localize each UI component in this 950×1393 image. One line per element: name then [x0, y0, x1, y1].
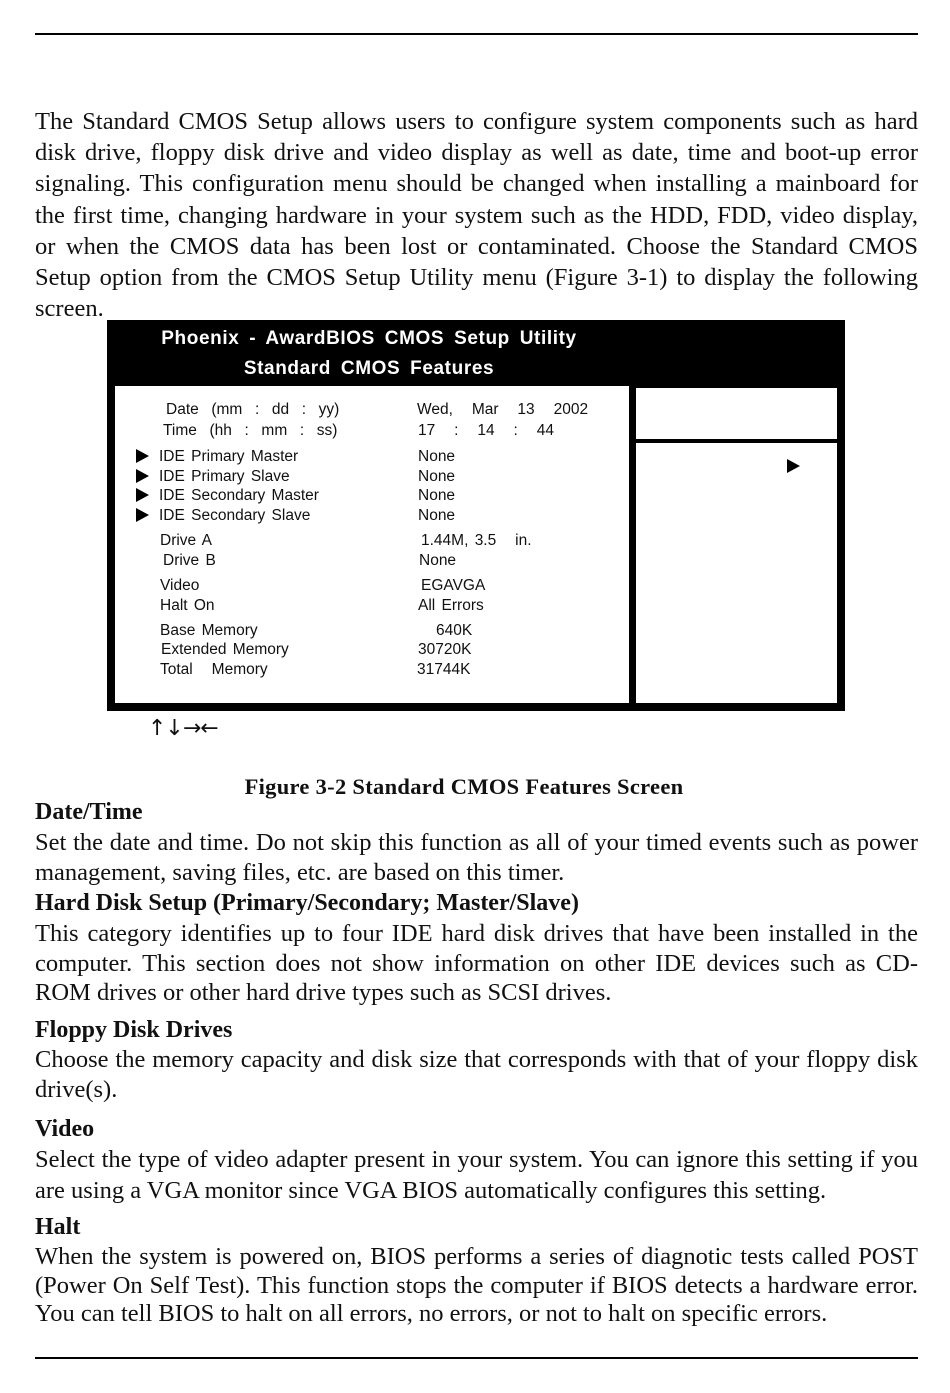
- heading-video: Video: [35, 1116, 95, 1142]
- figure-caption: Figure 3-2 Standard CMOS Features Screen: [244, 774, 684, 799]
- bios-base-memory-value: 640K: [436, 622, 473, 639]
- heading-floppy-disk-drives: Floppy Disk Drives: [35, 1017, 233, 1043]
- bios-item-help-panel: [636, 443, 837, 703]
- bios-base-memory-label: Base Memory: [160, 622, 258, 639]
- navigation-arrows-icon: ↑↓→←: [148, 716, 218, 741]
- bios-subtitle: Standard CMOS Features: [243, 358, 495, 379]
- bios-date-label: Date (mm : dd : yy): [166, 401, 340, 418]
- bios-ide-primary-slave-label[interactable]: IDE Primary Slave: [159, 468, 290, 485]
- bios-date-value[interactable]: Wed, Mar 13 2002: [417, 401, 589, 418]
- bios-video-value[interactable]: EGAVGA: [421, 577, 486, 594]
- intro-paragraph: The Standard CMOS Setup allows users to configure system components such as hard disk drive, floppy disk drive and video display as well as date, time and boot-up error signaling. This configuration menu should be changed when installing a mainboard for the first time, changing hardware in your system such as the HDD, FDD, video display, or when the CMOS data has been lost or contaminated. Choose the Standard CMOS Setup option from the CMOS Setup Utility menu (Figure 3-1) to display the following screen.: [35, 108, 918, 323]
- bios-ide-primary-master-label[interactable]: IDE Primary Master: [159, 448, 299, 465]
- bios-ide-secondary-master-label[interactable]: IDE Secondary Master: [159, 487, 319, 504]
- bios-extended-memory-label: Extended Memory: [161, 641, 289, 658]
- bios-time-value[interactable]: 17 : 14 : 44: [418, 422, 555, 439]
- bios-halt-on-label: Halt On: [160, 597, 215, 614]
- bios-drive-a-value[interactable]: 1.44M, 3.5 in.: [421, 532, 532, 549]
- bios-title: Phoenix - AwardBIOS CMOS Setup Utility: [161, 328, 577, 349]
- bios-item-help-header: [636, 388, 837, 439]
- bios-halt-on-value[interactable]: All Errors: [418, 597, 484, 614]
- bios-ide-secondary-master-value: None: [418, 487, 456, 504]
- bios-drive-a-label: Drive A: [160, 532, 212, 549]
- heading-hard-disk-setup: Hard Disk Setup (Primary/Secondary; Master/Slave): [35, 890, 579, 916]
- bios-extended-memory-value: 30720K: [418, 641, 472, 658]
- heading-halt: Halt: [35, 1214, 81, 1240]
- bios-total-memory-value: 31744K: [417, 661, 471, 678]
- bios-drive-b-label: Drive B: [163, 552, 216, 569]
- bottom-rule: [35, 1357, 918, 1359]
- submenu-arrow-icon: [136, 508, 149, 522]
- paragraph-video: Select the type of video adapter present in your system. You can ignore this setting if you are using a VGA monitor since VGA BIOS automatically configures this setting.: [35, 1146, 918, 1204]
- bios-ide-primary-slave-value: None: [418, 468, 456, 485]
- bios-ide-secondary-slave-label[interactable]: IDE Secondary Slave: [159, 507, 311, 524]
- top-rule: [35, 33, 918, 35]
- bios-time-label: Time (hh : mm : ss): [163, 422, 338, 439]
- bios-ide-secondary-slave-value: None: [418, 507, 456, 524]
- bios-total-memory-label: Total Memory: [160, 661, 268, 678]
- submenu-arrow-icon: [136, 488, 149, 502]
- paragraph-floppy-disk-drives: Choose the memory capacity and disk size that corresponds with that of your floppy disk drive(s).: [35, 1046, 918, 1103]
- paragraph-date-time: Set the date and time. Do not skip this function as all of your timed events such as power management, saving files, etc. are based on this timer.: [35, 829, 918, 886]
- heading-date-time: Date/Time: [35, 799, 143, 825]
- bios-ide-primary-master-value: None: [418, 448, 456, 465]
- paragraph-halt: When the system is powered on, BIOS performs a series of diagnotic tests called POST (Power On Self Test). This function stops the computer if BIOS detects a hardware error. You can tell BIOS to halt on all errors, no errors, or not to halt on specific errors.: [35, 1243, 918, 1327]
- bios-drive-b-value[interactable]: None: [419, 552, 457, 569]
- paragraph-hard-disk-setup: This category identifies up to four IDE hard disk drives that have been installed in the computer. This section does not show information on other IDE devices such as CD-ROM drives or other hard drive types such as SCSI drives.: [35, 920, 918, 1006]
- bios-video-label: Video: [160, 577, 200, 594]
- help-panel-arrow-icon: [787, 459, 800, 473]
- submenu-arrow-icon: [136, 449, 149, 463]
- submenu-arrow-icon: [136, 469, 149, 483]
